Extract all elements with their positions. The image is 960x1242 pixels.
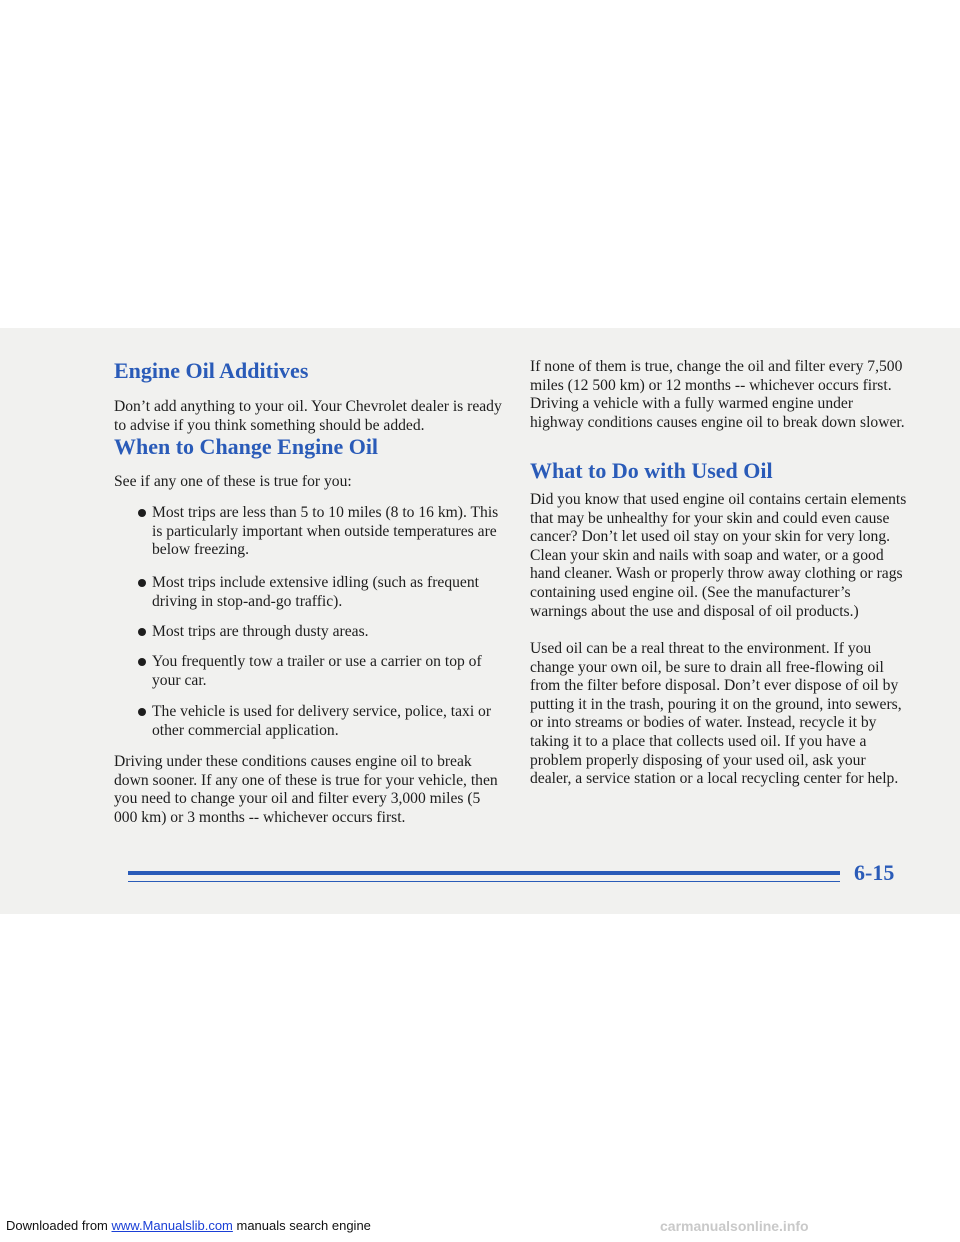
- download-footer: [6, 1218, 371, 1233]
- interval-paragraph: If none of them is true, change the oil and filter every 7,500 miles (12 500 km) or 12 months -- whichever occurs first. Driving a vehicle with a fully warmed engine under highway conditions causes engine oil to break down slower.: [530, 358, 905, 431]
- list-item: [152, 574, 506, 611]
- footer-rule-thin: [128, 881, 840, 882]
- manual-page: [0, 328, 960, 914]
- list-item: [152, 623, 506, 642]
- list-item-text: Most trips are less than 5 to 10 miles (8 to 16 km). This is particularly important when outside temperatures are below freezing.: [152, 504, 499, 559]
- list-item-text: You frequently tow a trailer or use a carrier on top of your car.: [152, 653, 482, 689]
- bullet-icon: [138, 628, 146, 636]
- bullet-icon: [138, 708, 146, 716]
- additives-paragraph: Don’t add anything to your oil. Your Chevrolet dealer is ready to advise if you think something should be added.: [114, 398, 502, 434]
- watermark: carmanualsonline.info: [660, 1218, 809, 1234]
- footer-suffix: manuals search engine: [232, 1218, 371, 1233]
- page-number: 6-15: [854, 860, 895, 885]
- heading-engine-oil-additives: Engine Oil Additives: [114, 358, 309, 383]
- page-top-blank: [0, 0, 960, 328]
- bullet-icon: [138, 579, 146, 587]
- health-paragraph: Did you know that used engine oil contains certain elements that may be unhealthy for your skin and could even cause cancer? Don’t let used oil stay on your skin for very long. Clean your skin and nails with soap and water, or a good hand cleaner. Wash or properly throw away clothing or rags containing used engine oil. (See the manufacturer’s warnings about the use and disposal of oil products.): [530, 491, 907, 620]
- conditions-result-paragraph: Driving under these conditions causes engine oil to break down sooner. If any one of these is true for your vehicle, then you need to change your oil and filter every 3,000 miles (5 000 km) or 3 months -- whichever occurs first.: [114, 753, 498, 826]
- heading-when-to-change: When to Change Engine Oil: [114, 434, 379, 459]
- bullet-icon: [138, 658, 146, 666]
- list-item: [152, 653, 506, 690]
- bullet-icon: [138, 509, 146, 517]
- heading-used-oil: What to Do with Used Oil: [530, 458, 773, 483]
- intro-paragraph: See if any one of these is true for you:: [114, 473, 352, 490]
- footer-prefix: Downloaded from: [6, 1218, 112, 1233]
- list-item-text: Most trips are through dusty areas.: [152, 623, 369, 640]
- list-item: [152, 504, 506, 560]
- list-item-text: The vehicle is used for delivery service, police, taxi or other commercial application.: [152, 703, 492, 739]
- list-item-text: Most trips include extensive idling (such as frequent driving in stop-and-go traffic).: [152, 574, 479, 610]
- list-item: [152, 703, 506, 740]
- manualslib-link[interactable]: www.Manualslib.com: [111, 1218, 233, 1233]
- environment-paragraph: Used oil can be a real threat to the environment. If you change your own oil, be sure to drain all free-flowing oil from the filter before disposal. Don’t ever dispose of oil by putting it in the trash, pouring it on the ground, into sewers, or into streams or bodies of water. Instead, recycle it by taking it to a place that collects used oil. If you have a problem properly disposing of your used oil, ask your dealer, a service station or a local recycling center for help.: [530, 640, 902, 788]
- footer-rule: [128, 871, 840, 875]
